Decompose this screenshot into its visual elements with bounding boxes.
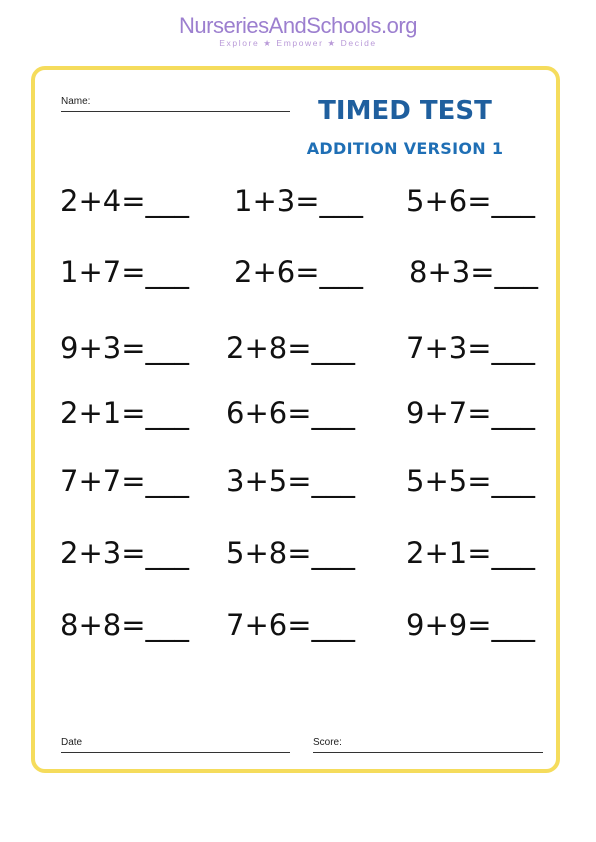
site-logo	[0, 12, 596, 49]
problem[interactable]: 5+6=___	[406, 184, 535, 218]
problem[interactable]: 7+6=___	[226, 608, 355, 642]
problem[interactable]: 5+8=___	[226, 536, 355, 570]
problem[interactable]: 8+8=___	[60, 608, 189, 642]
problem[interactable]: 9+3=___	[60, 331, 189, 365]
date-line[interactable]	[61, 752, 290, 753]
logo-tagline: Explore ★ Empower ★ Decide	[219, 38, 377, 48]
problem[interactable]: 1+3=___	[234, 184, 363, 218]
problem[interactable]: 7+7=___	[60, 464, 189, 498]
worksheet-title: TIMED TEST	[318, 96, 492, 126]
name-line[interactable]	[61, 111, 290, 112]
problem[interactable]: 2+4=___	[60, 184, 189, 218]
score-label: Score:	[313, 737, 342, 748]
problem[interactable]: 7+3=___	[406, 331, 535, 365]
problem[interactable]: 2+8=___	[226, 331, 355, 365]
problem[interactable]: 3+5=___	[226, 464, 355, 498]
logo-text: NurseriesAndSchools.org	[179, 13, 417, 38]
date-label: Date	[61, 737, 83, 748]
problem[interactable]: 1+7=___	[60, 255, 189, 289]
problem[interactable]: 2+6=___	[234, 255, 363, 289]
score-line[interactable]	[313, 752, 543, 753]
problem[interactable]: 2+3=___	[60, 536, 189, 570]
problem[interactable]: 9+9=___	[406, 608, 535, 642]
name-label: Name:	[61, 96, 91, 107]
problem[interactable]: 9+7=___	[406, 396, 535, 430]
problem[interactable]: 6+6=___	[226, 396, 355, 430]
problem[interactable]: 5+5=___	[406, 464, 535, 498]
problem[interactable]: 2+1=___	[406, 536, 535, 570]
worksheet-subtitle: ADDITION VERSION 1	[306, 139, 504, 158]
problem[interactable]: 2+1=___	[60, 396, 189, 430]
problem[interactable]: 8+3=___	[409, 255, 538, 289]
